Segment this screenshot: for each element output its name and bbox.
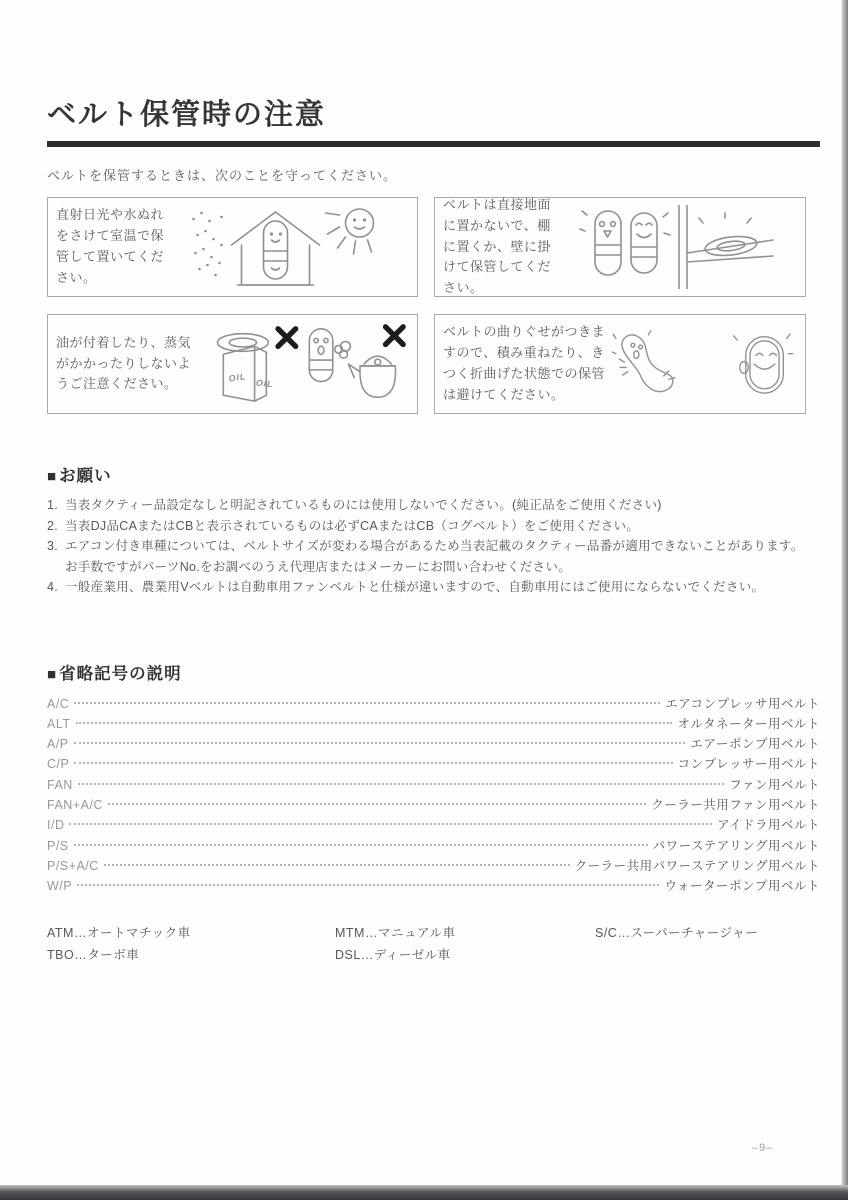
abbreviation-heading-text: 省略記号の説明 [59,664,182,683]
abbreviation-row [47,714,820,734]
oil-can-label: OIL [228,371,247,384]
precaution-text: 油が付着したり、蒸気がかかったりしないようご注意ください。 [56,334,192,392]
vehicle-type-abbreviations [47,922,820,966]
precaution-box-oil-steam [47,314,418,414]
abbr-description: コンプレッサー用ベルト [677,757,820,772]
abbr-code: A/P [47,737,69,752]
abbr-code: W/P [47,879,73,894]
abbreviation-section [47,660,820,897]
item-text: 一般産業用、農業用Vベルトは自動車用ファンベルトと仕様が違いますので、自動車用にはご使用にならないでください。 [65,580,765,594]
prohibition-x-icon [386,327,404,345]
item-text: 当表DJ品CAまたはCBと表示されているものは必ずCAまたはCB（コグベルト）をご使用ください。 [65,518,640,533]
rain-house-sun-illustration [166,205,409,289]
precaution-box-bending [434,314,806,414]
vehicle-abbr: ATM…オートマチック車 [47,926,191,941]
precaution-text: ベルトは直接地面に置かないで、棚に置くか、壁に掛けて保管してください。 [443,197,552,296]
abbreviation-row [47,694,820,714]
dotted-leader [78,783,724,785]
item-text: 当表タクティー品設定なしと明記されているものには使用しないでください。(純正品をご使用ください) [65,498,662,512]
title-underline-rule [47,141,820,147]
square-bullet-icon: ■ [47,468,58,485]
oil-cans-and-kettle-prohibited-illustration [194,322,409,406]
item-text: エアコン付き車種については、ベルトサイズが変わる場合があるため当表記載のタクティー品番が適用できないことがあります。 [65,539,804,553]
abbr-description: オルタネーター用ベルト [677,716,820,731]
abbr-code: FAN+A/C [47,797,103,812]
item-number: 3. [47,539,59,553]
abbreviation-row [47,734,820,754]
dotted-leader [104,864,570,866]
intro-text: ベルトを保管するときは、次のことを守ってください。 [47,168,398,183]
page-title: ベルト保管時の注意 [47,99,327,131]
request-section [47,462,820,598]
prohibition-x-icon [278,329,296,347]
item-number: 1. [47,498,59,512]
abbreviation-row [47,754,820,774]
scan-edge-bottom [0,1185,848,1200]
vehicle-abbr: MTM…マニュアル車 [335,926,456,941]
abbr-code: FAN [47,777,73,792]
abbr-code: P/S+A/C [47,858,99,873]
dotted-leader [74,742,686,744]
abbreviation-row [47,775,820,795]
dotted-leader [108,803,646,805]
precaution-box-shelf [434,197,806,297]
abbr-code: C/P [47,757,70,772]
page-number: –9– [752,1142,774,1154]
request-section-heading [47,462,820,486]
bent-belt-vs-straight-belt-illustration [609,322,797,406]
abbreviation-rows [47,694,820,897]
abbr-description: エアコンプレッサ用ベルト [665,696,820,711]
vehicle-abbr-column [595,922,820,966]
abbreviation-row [47,856,820,876]
request-item-note: お手数ですがパーツNo.をお調べのうえ代理店またはメーカーにお問い合わせください。 [65,559,572,574]
abbreviation-row [47,836,820,856]
abbr-description: ウォーターポンプ用ベルト [664,879,820,894]
scan-edge-right [841,0,848,1200]
request-item [47,495,820,516]
vehicle-abbr: TBO…ターボ車 [47,948,140,963]
dotted-leader [76,722,673,724]
abbr-code: A/C [47,696,70,711]
dotted-leader [77,884,659,886]
vehicle-abbr-column [47,922,335,966]
vehicle-abbr: S/C…スーパーチャージャー [595,926,759,941]
vehicle-abbr: DSL…ディーゼル車 [335,948,451,963]
request-item [47,536,820,557]
request-item [47,516,820,537]
precaution-box-sunlight [47,197,418,297]
abbr-code: ALT [47,716,71,731]
abbr-code: P/S [47,838,69,853]
dotted-leader [74,762,672,764]
oil-can-label: OIL [255,377,274,390]
storage-precaution-boxes [47,197,820,414]
precaution-text: 直射日光や水ぬれをさけて室温で保管して置いてください。 [56,207,165,285]
abbr-description: アイドラ用ベルト [717,818,820,833]
request-item [47,577,820,598]
precaution-text: ベルトの曲りぐせがつきますので、積み重ねたり、きつく折曲げた状態での保管は避けてください。 [443,324,606,402]
item-number: 4. [47,580,59,594]
square-bullet-icon: ■ [47,665,58,683]
request-items [47,495,820,598]
abbreviation-row [47,815,820,835]
abbreviation-row [47,795,820,815]
page-content [47,0,820,966]
vehicle-abbr-column [335,922,595,966]
abbr-description: クーラー共用ファン用ベルト [651,797,820,812]
abbreviation-row [47,876,820,896]
abbr-code: I/D [47,818,65,833]
abbr-description: パワーステアリング用ベルト [652,838,820,853]
dotted-leader [69,823,712,825]
abbr-description: ファン用ベルト [729,777,820,792]
abbr-description: エアーポンプ用ベルト [690,737,820,752]
dotted-leader [74,844,648,846]
item-number: 2. [47,518,59,533]
request-heading-text: お願い [59,467,112,485]
abbreviation-section-heading [47,660,820,684]
belts-on-wall-and-shelf-illustration [553,205,797,289]
dotted-leader [74,702,660,704]
abbr-description: クーラー共用パワーステアリング用ベルト [574,858,820,873]
